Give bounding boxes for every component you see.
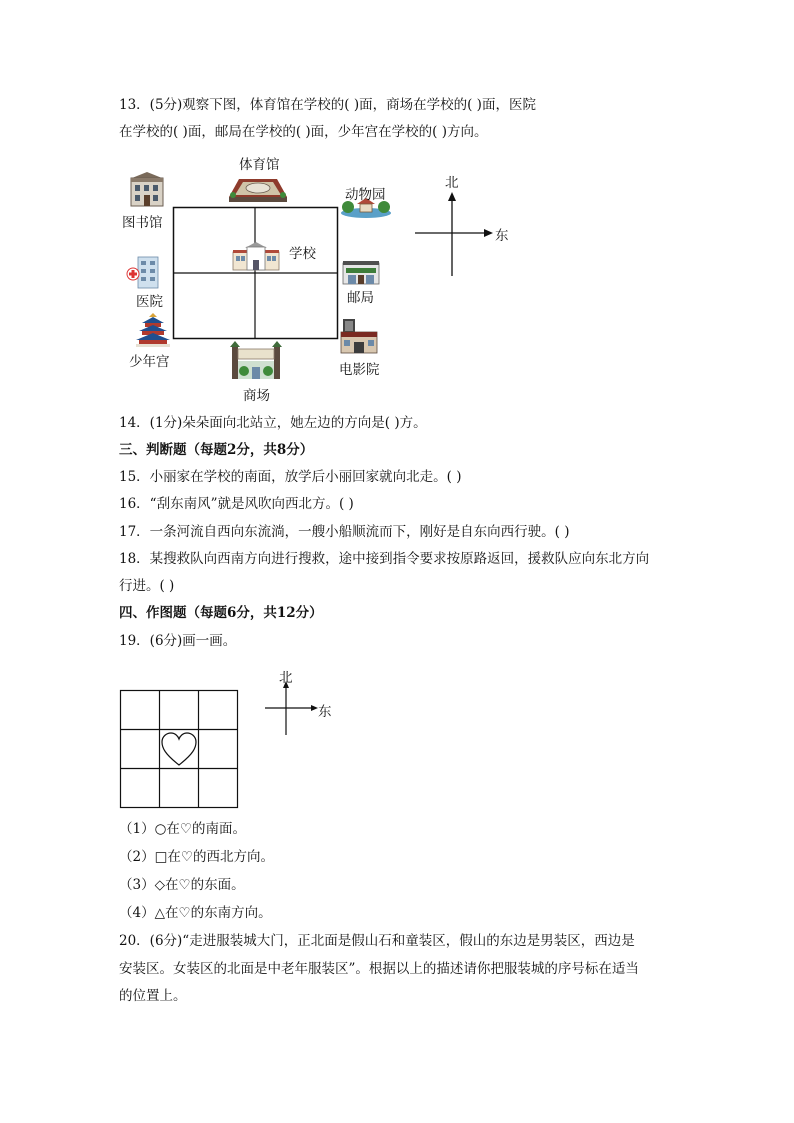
cinema-label: 电影院 [339, 362, 380, 378]
compass-19-north: 北 [279, 670, 293, 686]
compass-13 [413, 188, 498, 280]
post-office-icon [342, 259, 380, 285]
q20-line1: 20．(6分)“走进服装城大门，正北面是假山石和童装区，假山的东边是男装区，西边是 [119, 933, 635, 949]
east-arrow-icon [484, 229, 493, 237]
zoo-label: 动物园 [345, 187, 386, 203]
q20-line3: 的位置上。 [119, 988, 187, 1004]
map-grid [173, 207, 339, 340]
library-building-icon [128, 172, 166, 208]
q19-grid [120, 690, 238, 808]
hospital-label: 医院 [136, 294, 163, 310]
school-building-icon [231, 242, 281, 271]
q14-text: 14．(1分)朵朵面向北站立，她左边的方向是( )方。 [119, 415, 427, 431]
q19-item: （2）□在♡的西北方向。 [119, 849, 274, 865]
temple-of-heaven-icon [136, 313, 170, 347]
palace-label: 少年宫 [129, 354, 170, 370]
section3-heading: 三、判断题（每题2分，共8分） [119, 442, 314, 458]
q19-item: （4）△在♡的东南方向。 [119, 905, 272, 921]
q18-line1: 18．某搜救队向西南方向进行搜救，途中接到指令要求按原路返回，援救队应向东北方向 [119, 551, 650, 567]
mall-label: 商场 [243, 388, 270, 404]
cinema-building-icon [339, 318, 379, 354]
q16-text: 16．“刮东南风”就是风吹向西北方。( ) [119, 496, 354, 512]
q20-line2: 安装区。女装区的北面是中老年服装区”。根据以上的描述请你把服装城的序号标在适当 [119, 961, 639, 977]
mall-gate-icon [230, 341, 282, 381]
q18-line2: 行进。( ) [119, 578, 175, 594]
compass-19 [263, 678, 323, 738]
east-arrow-icon [311, 705, 318, 711]
heart-icon [162, 733, 196, 765]
q13-line1: 13．(5分)观察下图，体育馆在学校的( )面，商场在学校的( )面，医院 [119, 97, 536, 113]
q19-item: （3）◇在♡的东面。 [119, 877, 245, 893]
library-label: 图书馆 [122, 215, 163, 231]
section4-heading: 四、作图题（每题6分，共12分） [119, 605, 323, 621]
post-label: 邮局 [347, 290, 374, 306]
gym-label: 体育馆 [239, 157, 280, 173]
gymnasium-icon [227, 173, 289, 203]
compass-13-east: 东 [495, 228, 509, 244]
north-arrow-icon [448, 192, 456, 201]
q19-item: （1）○在♡的南面。 [119, 821, 246, 837]
q19-title: 19．(6分)画一画。 [119, 633, 237, 649]
hospital-building-icon [126, 255, 162, 289]
compass-13-north: 北 [445, 175, 459, 191]
q13-line2: 在学校的( )面，邮局在学校的( )面，少年宫在学校的( )方向。 [119, 124, 488, 140]
q17-text: 17．一条河流自西向东流淌，一艘小船顺流而下，刚好是自东向西行驶。( ) [119, 524, 570, 540]
compass-19-east: 东 [318, 704, 332, 720]
school-label: 学校 [289, 246, 316, 262]
q15-text: 15．小丽家在学校的南面，放学后小丽回家就向北走。( ) [119, 469, 462, 485]
